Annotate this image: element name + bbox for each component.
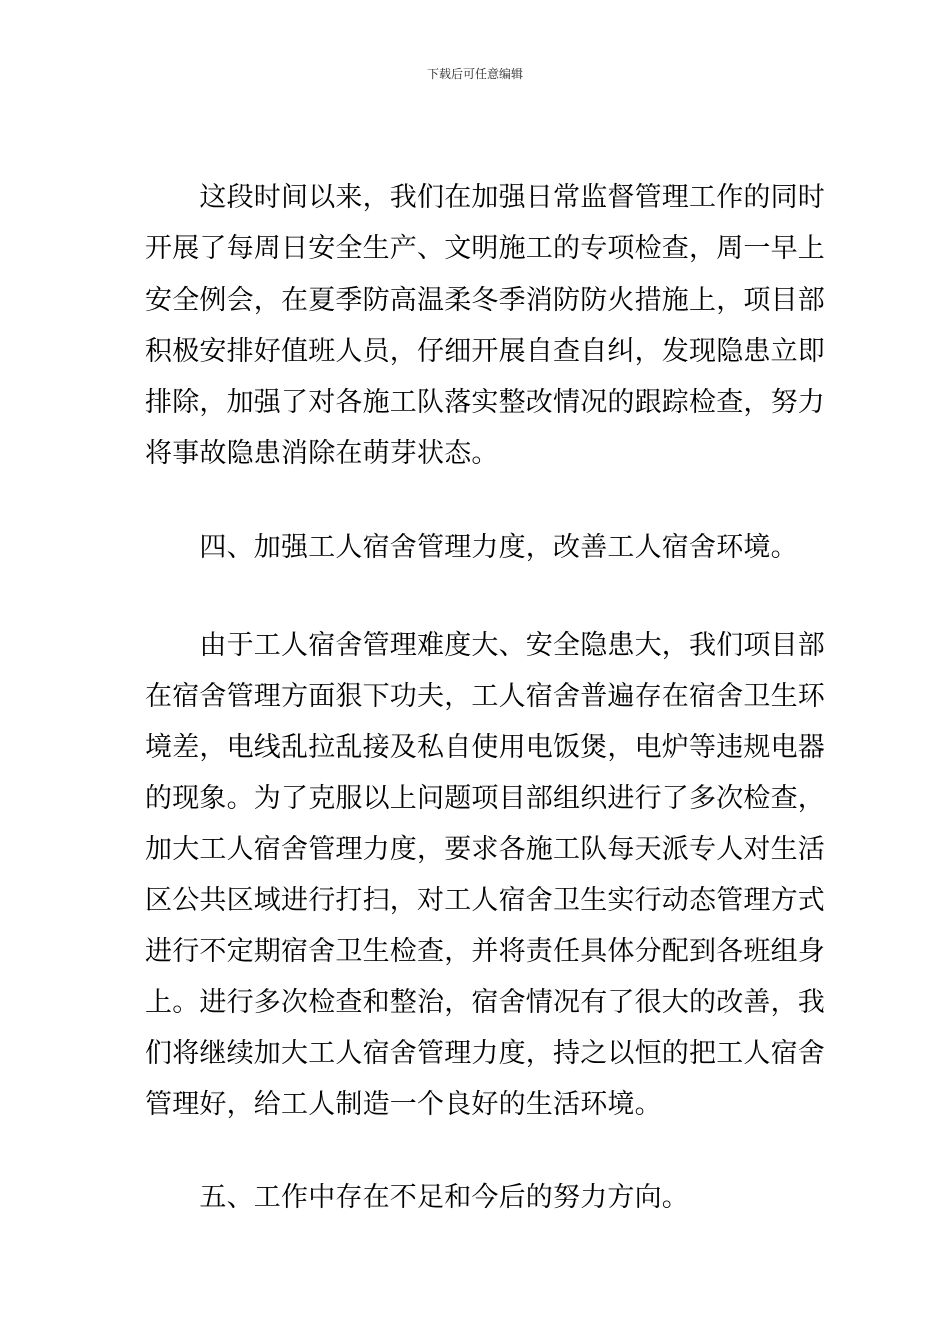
text-line: 这段时间以来，我们在加强日常监督管理工作的同时 xyxy=(145,182,825,213)
text-line: 进行不定期宿舍卫生检查，并将责任具体分配到各班组身 xyxy=(145,936,825,967)
text-line: 加大工人宿舍管理力度，要求各施工队每天派专人对生活 xyxy=(145,834,825,865)
text-line: 将事故隐患消除在萌芽状态。 xyxy=(145,438,499,469)
text-line: 开展了每周日安全生产、文明施工的专项检查，周一早上 xyxy=(145,233,825,264)
section-heading: 五、工作中存在不足和今后的努力方向。 xyxy=(145,1182,689,1213)
text-line: 由于工人宿舍管理难度大、安全隐患大，我们项目部 xyxy=(145,630,825,661)
page-header: 下载后可任意编辑 xyxy=(426,67,523,81)
text-line: 们将继续加大工人宿舍管理力度，持之以恒的把工人宿舍 xyxy=(145,1038,825,1069)
section-heading: 四、加强工人宿舍管理力度，改善工人宿舍环境。 xyxy=(145,532,798,563)
text-line: 境差，电线乱拉乱接及私自使用电饭煲，电炉等违规电器 xyxy=(145,732,825,763)
text-line: 排除，加强了对各施工队落实整改情况的跟踪检查，努力 xyxy=(145,387,825,418)
text-line: 区公共区域进行打扫，对工人宿舍卫生实行动态管理方式 xyxy=(145,885,825,916)
text-line: 的现象。为了克服以上问题项目部组织进行了多次检查， xyxy=(145,783,825,814)
text-line: 安全例会，在夏季防高温柔冬季消防防火措施上，项目部 xyxy=(145,285,825,316)
text-line: 在宿舍管理方面狠下功夫，工人宿舍普遍存在宿舍卫生环 xyxy=(145,681,825,712)
text-line: 上。进行多次检查和整治，宿舍情况有了很大的改善，我 xyxy=(145,987,825,1018)
text-line: 积极安排好值班人员，仔细开展自查自纠，发现隐患立即 xyxy=(145,336,825,367)
text-line: 管理好，给工人制造一个良好的生活环境。 xyxy=(145,1089,662,1120)
